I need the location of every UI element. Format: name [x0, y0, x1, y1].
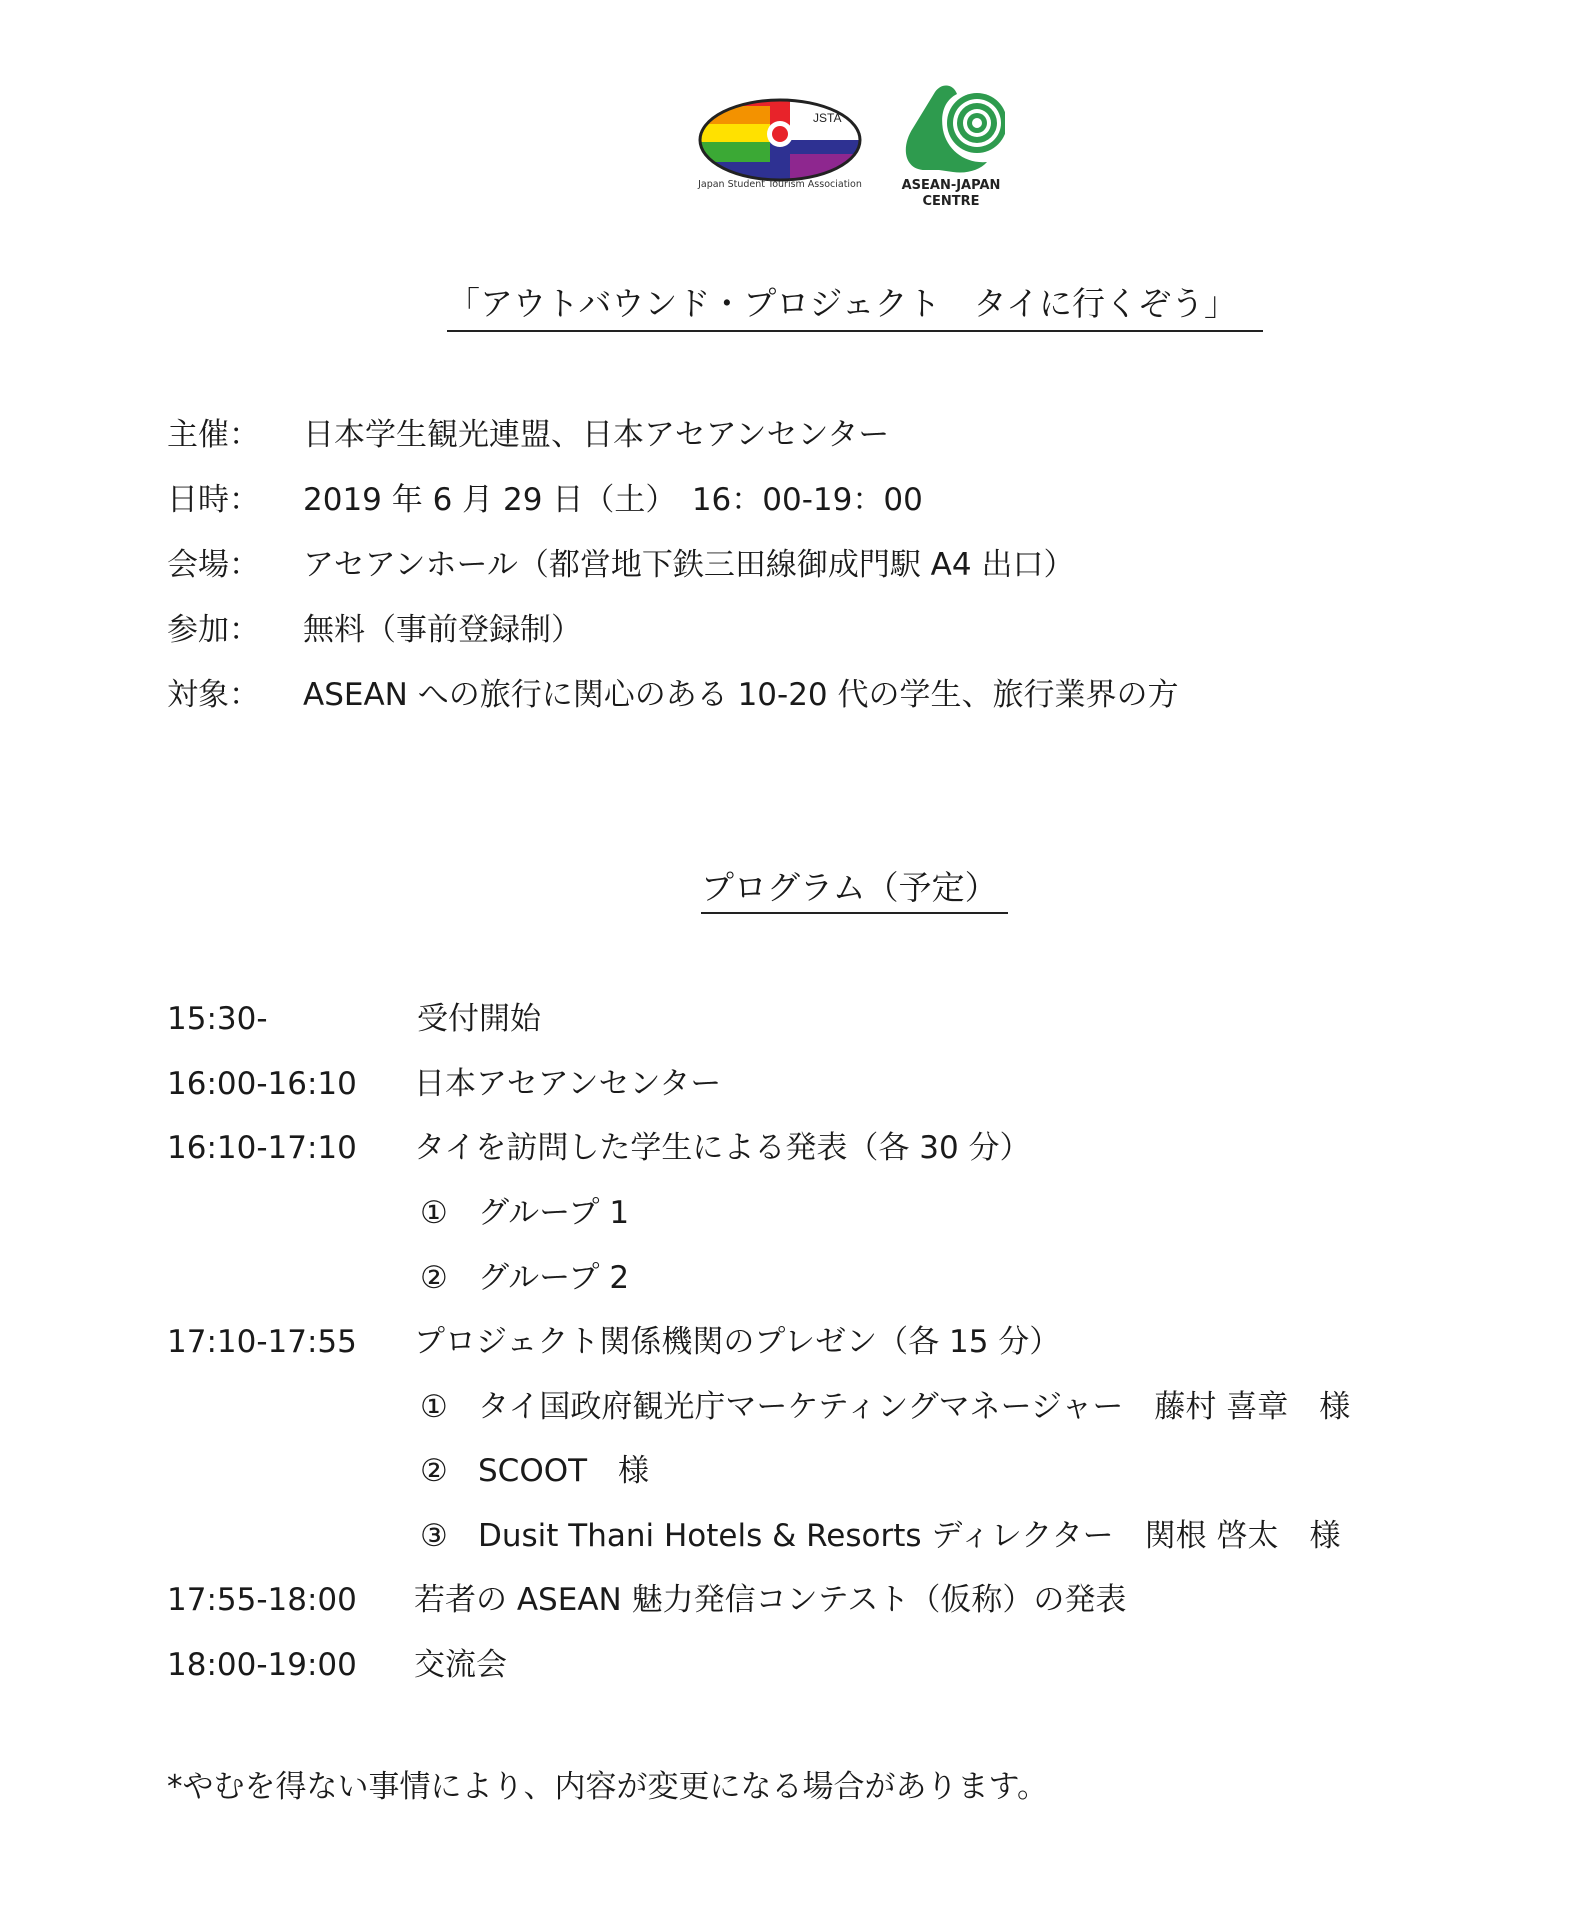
schedule-time: 15:30-: [167, 1001, 268, 1037]
page-title: 「アウトバウンド・プロジェクト タイに行くぞう」: [447, 282, 1263, 332]
schedule-time: 17:10-17:55: [167, 1324, 357, 1360]
info-label: 参加：: [167, 612, 260, 648]
logo-area: [695, 78, 1015, 218]
ajc-caption-line2: CENTRE: [922, 194, 980, 209]
info-value: 無料（事前登録制）: [303, 612, 582, 648]
subitem-number: ①: [420, 1195, 448, 1231]
info-label: 対象：: [167, 677, 260, 713]
subitem-text: タイ国政府観光庁マーケティングマネージャー 藤村 喜章 様: [478, 1389, 1351, 1425]
schedule-desc: 受付開始: [417, 1001, 541, 1037]
info-value: 日本学生観光連盟、日本アセアンセンター: [303, 417, 890, 453]
subitem-number: ②: [420, 1453, 448, 1489]
asean-japan-centre-caption: [891, 178, 1011, 210]
schedule-desc: タイを訪問した学生による発表（各 30 分）: [414, 1130, 1031, 1166]
subitem-text: Dusit Thani Hotels & Resorts ディレクター 関根 啓太 様: [478, 1518, 1341, 1554]
info-value: 2019 年 6 月 29 日（土） 16：00-19：00: [303, 482, 923, 518]
info-label: 日時：: [167, 482, 260, 518]
info-value: ASEAN への旅行に関心のある 10-20 代の学生、旅行業界の方: [303, 677, 1179, 713]
info-value: アセアンホール（都営地下鉄三田線御成門駅 A4 出口）: [303, 547, 1075, 583]
schedule-desc: 若者の ASEAN 魅力発信コンテスト（仮称）の発表: [414, 1582, 1127, 1618]
subitem-text: SCOOT 様: [478, 1453, 650, 1489]
ajc-caption-line1: ASEAN-JAPAN: [901, 178, 1001, 193]
schedule-desc: 交流会: [414, 1647, 507, 1683]
subitem-number: ①: [420, 1389, 448, 1425]
schedule-desc: 日本アセアンセンター: [414, 1066, 722, 1102]
schedule-desc: プロジェクト関係機関のプレゼン（各 15 分）: [414, 1324, 1061, 1360]
jsta-badge-text: JSTA: [813, 111, 842, 125]
subitem-text: グループ 2: [478, 1260, 630, 1296]
schedule-time: 17:55-18:00: [167, 1582, 357, 1618]
subitem-text: グループ 1: [478, 1195, 630, 1231]
jsta-logo: [695, 88, 865, 213]
schedule-time: 18:00-19:00: [167, 1647, 357, 1683]
info-label: 会場：: [167, 547, 260, 583]
schedule-time: 16:00-16:10: [167, 1066, 357, 1102]
jsta-caption: Japan Student Tourism Association: [698, 179, 862, 190]
subitem-number: ②: [420, 1260, 448, 1296]
info-label: 主催：: [167, 417, 260, 453]
footnote: *やむを得ない事情により、内容が変更になる場合があります。: [167, 1769, 1049, 1805]
subitem-number: ③: [420, 1518, 448, 1554]
program-heading: プログラム（予定）: [701, 866, 1008, 914]
schedule-time: 16:10-17:10: [167, 1130, 357, 1166]
